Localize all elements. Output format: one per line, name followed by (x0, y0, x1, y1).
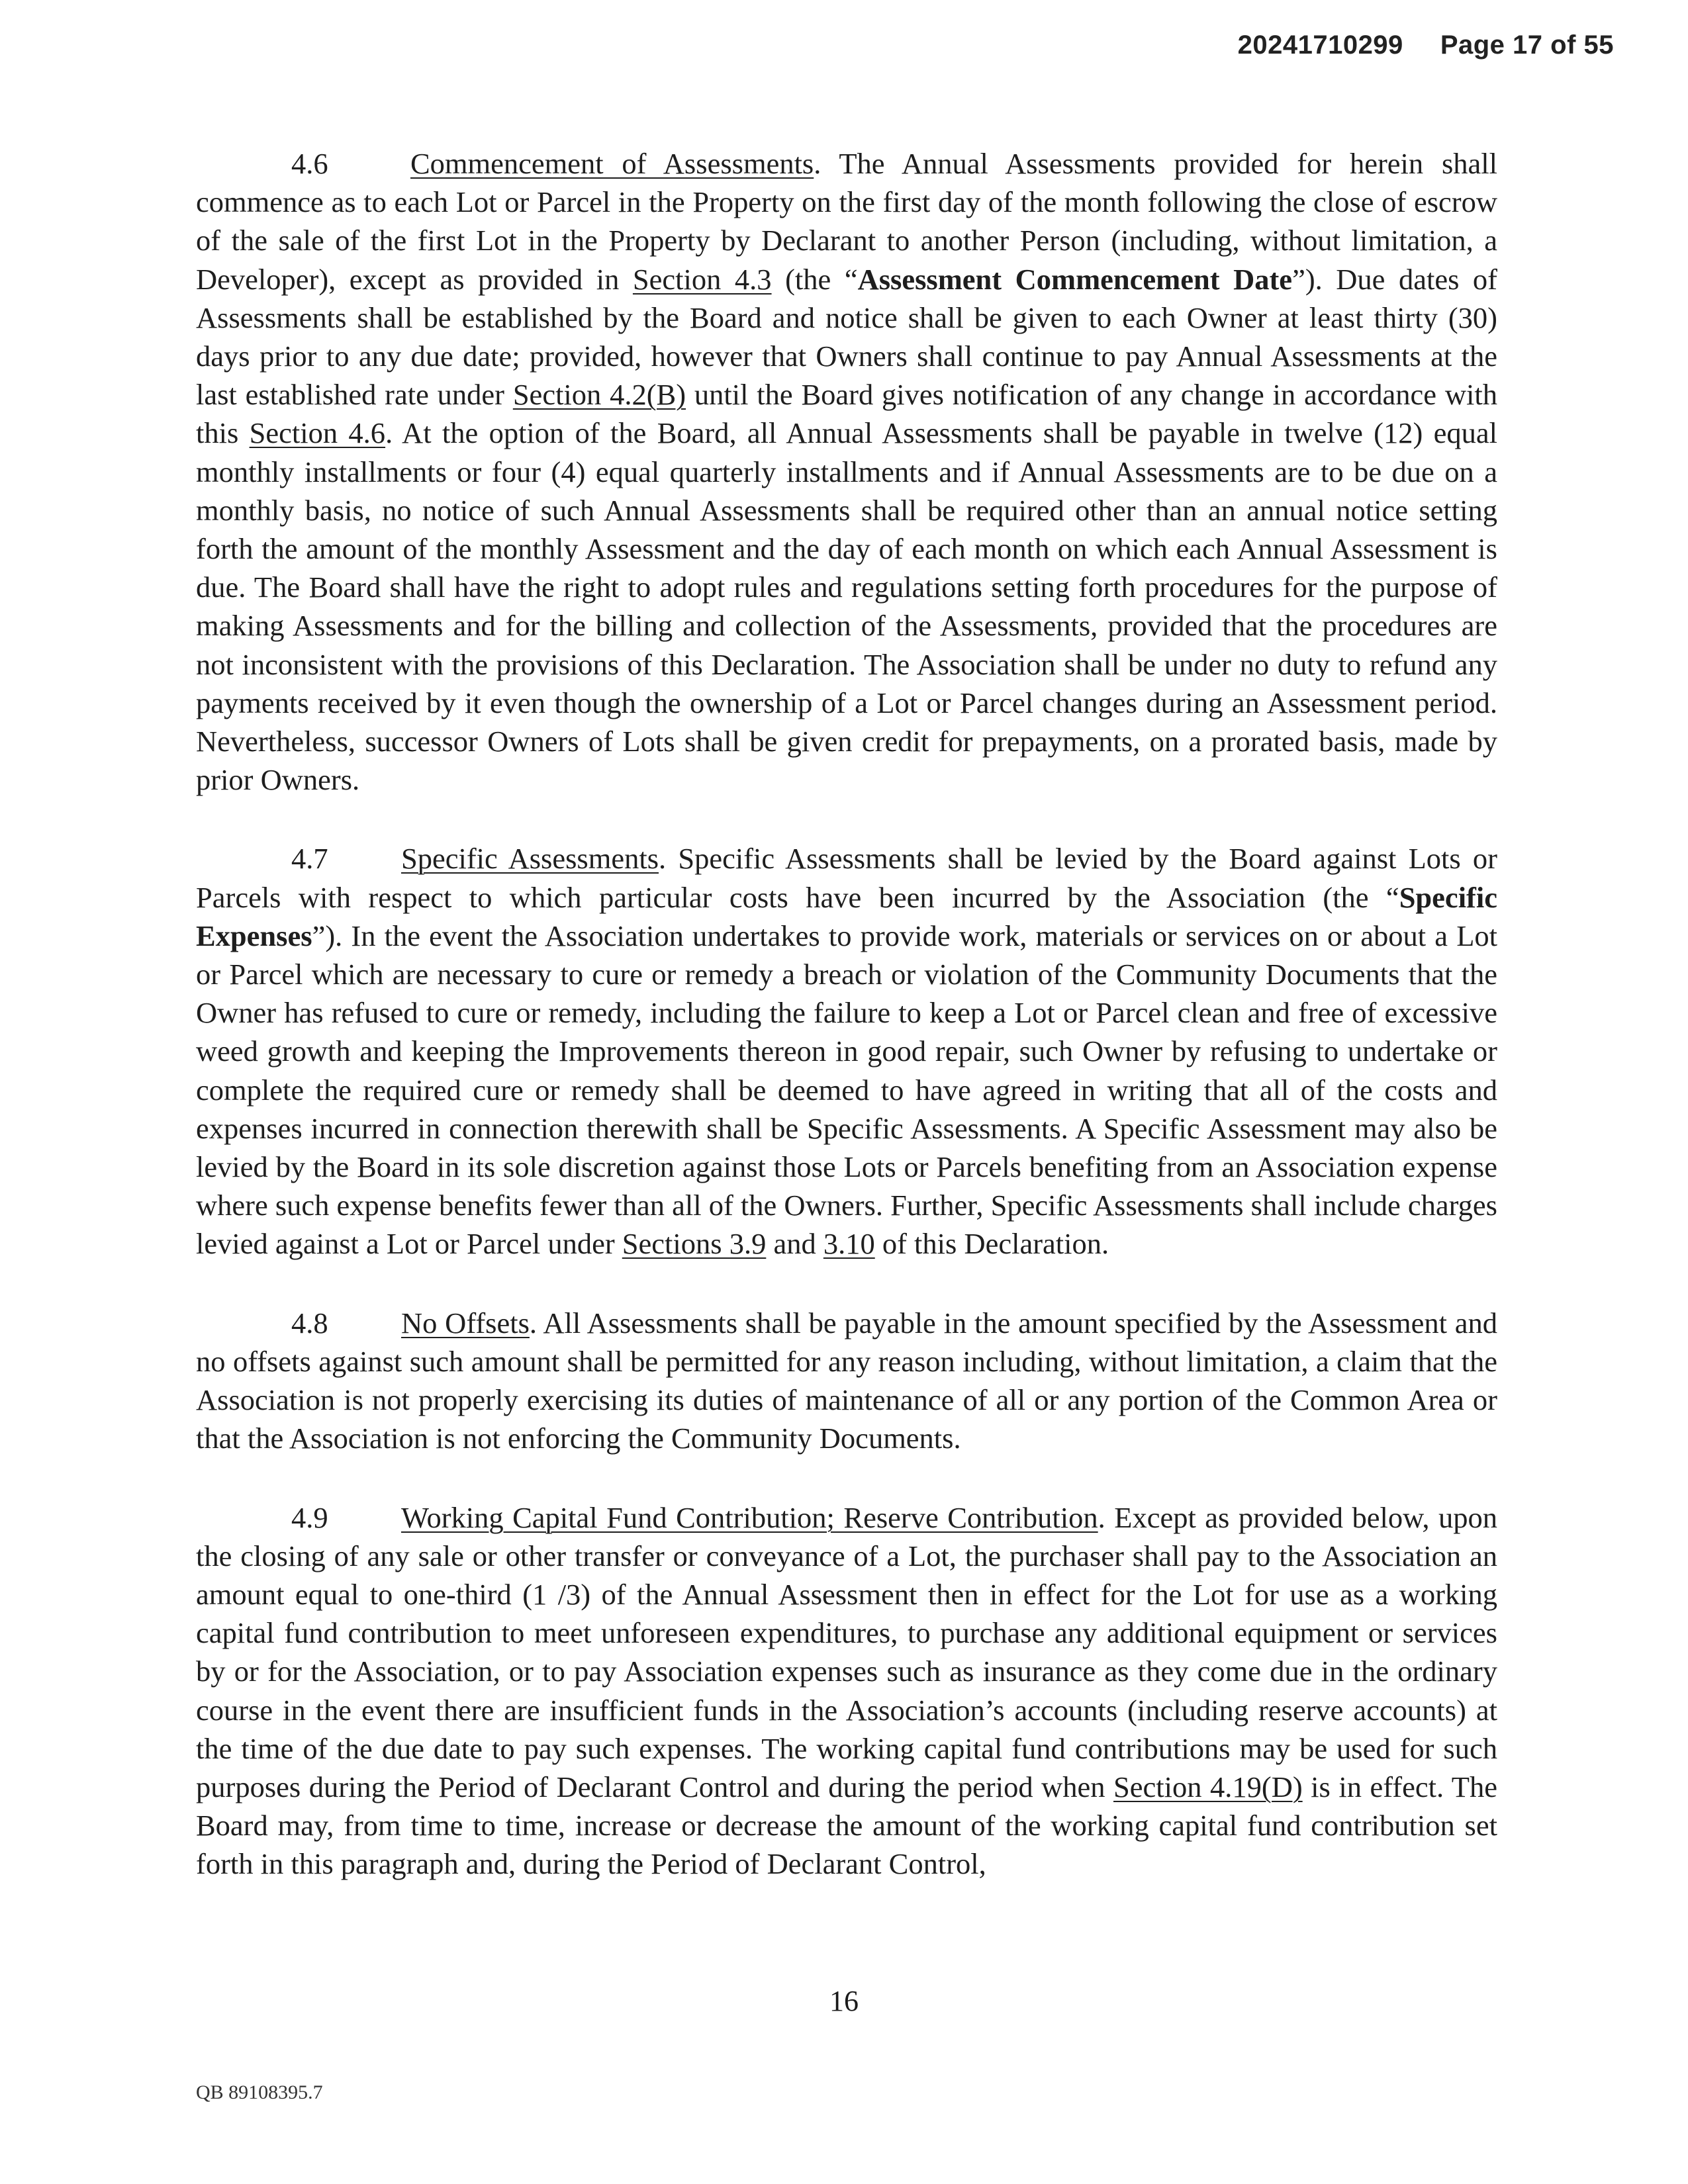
section-text: ”). Due dates of Assessments shall be established by the Board and notice shall be given to each Owner at least thirty (30) days prior to any due date; provided, however that Owners shall continue to pay Annual Assessments at the last established rate under (196, 262, 1497, 412)
section-reference: 3.10 (823, 1227, 875, 1261)
section-4-9 (196, 1498, 1497, 1884)
page-header (1238, 30, 1614, 60)
section-reference: Sections 3.9 (622, 1227, 767, 1261)
section-text: is in effect. The Board may, from time to time, increase or decrease the amount of the working capital fund contribution set forth in this paragraph and, during the Period of Declarant Control, (196, 1770, 1497, 1881)
section-text: ”). In the event the Association undertakes to provide work, materials or services on or about a Lot or Parcel which are necessary to cure or remedy a breach or violation of the Community Documents that the Owner has refused to cure or remedy, including the failure to keep a Lot or Parcel clean and free of excessive weed growth and keeping the Improvements thereon in good repair, such Owner by refusing to undertake or complete the required cure or remedy shall be deemed to have agreed in writing that all of the costs and expenses incurred in connection therewith shall be Specific Assessments. A Specific Assessment may also be levied by the Board in its sole discretion against those Lots or Parcels benefiting from an Association expense where such expense benefits fewer than all of the Owners. Further, Specific Assessments shall include charges levied against a Lot or Parcel under (196, 919, 1497, 1261)
section-text: . At the option of the Board, all Annual Assessments shall be payable in twelve (12) equal monthly installments or four (4) equal quarterly installments and if Annual Assessments are to be due on a monthly basis, no notice of such Annual Assessments shall be required other than an annual notice setting forth the amount of the monthly Assessment and the day of each month on which each Annual Assessment is due. The Board shall have the right to adopt rules and regulations setting forth procedures for the purpose of making Assessments and for the billing and collection of the Assessments, provided that the procedures are not inconsistent with the provisions of this Declaration. The Association shall be under no duty to refund any payments received by it even though the ownership of a Lot or Parcel changes during an Assessment period. Nevertheless, successor Owners of Lots shall be given credit for prepayments, on a prorated basis, made by prior Owners. (196, 416, 1497, 797)
section-reference: Section 4.2(B) (512, 378, 686, 412)
section-4-7 (196, 839, 1497, 1263)
section-text: and (766, 1227, 823, 1261)
defined-term: Specific Expenses (196, 880, 1497, 952)
section-4-8 (196, 1304, 1497, 1458)
section-text: of this Declaration. (874, 1227, 1109, 1261)
section-reference: Section 4.19(D) (1113, 1770, 1303, 1803)
section-4-6 (196, 144, 1497, 799)
section-title: Commencement of Assessments (410, 147, 814, 180)
page-indicator: Page 17 of 55 (1440, 30, 1614, 60)
section-text: . The Annual Assessments provided for herein shall commence as to each Lot or Parcel in the Property on the first day of the month following the close of escrow of the sale of the first Lot in the Property by Declarant to another Person (including, without limitation, a Developer), except as provided in (196, 147, 1497, 296)
defined-term: Assessment Commencement Date (857, 262, 1293, 296)
section-number: 4.6 (291, 147, 328, 180)
section-text: . Specific Assessments shall be levied by the Board against Lots or Parcels with respect to which particular costs have been incurred by the Association (the “ (196, 842, 1497, 914)
section-text: . Except as provided below, upon the closing of any sale or other transfer or conveyance of a Lot, the purchaser shall pay to the Association an amount equal to one-third (1 /3) of the Annual Assessment then in effect for the Lot for use as a working capital fund contribution to meet unforeseen expenditures, to purchase any additional equipment or services by or for the Association, or to pay Association expenses such as insurance as they come due in the ordinary course in the event there are insufficient funds in the Association’s accounts (including reserve accounts) at the time of the due date to pay such expenses. The working capital fund contributions may be used for such purposes during the Period of Declarant Control and during the period when (196, 1500, 1497, 1803)
recording-number: 20241710299 (1237, 30, 1403, 60)
document-body (196, 144, 1497, 1924)
section-number: 4.7 (291, 842, 328, 876)
section-text: until the Board gives notification of any change in accordance with this (196, 378, 1497, 450)
document-id: QB 89108395.7 (196, 2081, 323, 2103)
section-title: No Offsets (401, 1306, 530, 1340)
section-title: Working Capital Fund Contribution; Reserve Contribution (401, 1500, 1098, 1534)
section-text: . All Assessments shall be payable in the amount specified by the Assessment and no offsets against such amount shall be permitted for any reason including, without limitation, a claim that the Association is not properly exercising its duties of maintenance of all or any portion of the Common Area or that the Association is not enforcing the Community Documents. (196, 1306, 1497, 1455)
section-reference: Section 4.3 (632, 262, 772, 296)
section-number: 4.9 (291, 1500, 328, 1534)
section-text: (the “ (771, 262, 858, 296)
page-number: 16 (829, 1985, 859, 2017)
section-title: Specific Assessments (401, 842, 659, 876)
section-number: 4.8 (291, 1306, 328, 1340)
section-reference: Section 4.6 (249, 416, 386, 450)
